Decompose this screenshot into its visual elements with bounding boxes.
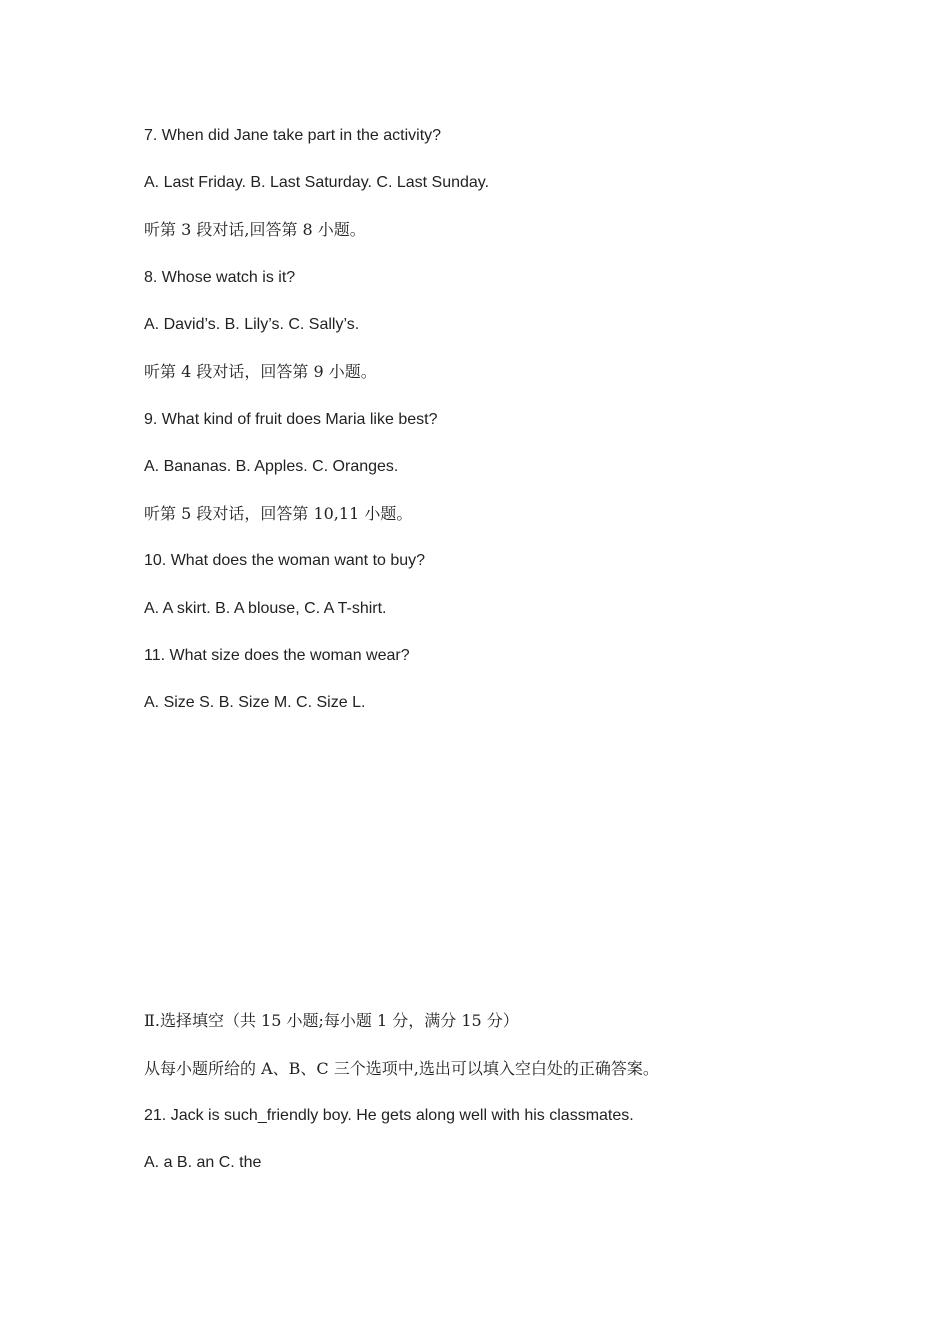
section-2-heading: Ⅱ.选择填空（共 15 小题;每小题 1 分，满分 15 分）: [144, 1011, 519, 1030]
question-8-options: A. David’s. B. Lily’s. C. Sally’s.: [144, 316, 360, 333]
question-11: 11. What size does the woman wear?: [144, 647, 410, 664]
question-9: 9. What kind of fruit does Maria like best?: [144, 411, 438, 428]
dialogue-4-instruction: 听第 4 段对话，回答第 9 小题。: [144, 362, 377, 381]
question-9-options: A. Bananas. B. Apples. C. Oranges.: [144, 458, 399, 475]
dialogue-3-instruction: 听第 3 段对话,回答第 8 小题。: [144, 220, 366, 239]
question-7: 7. When did Jane take part in the activity?: [144, 127, 442, 144]
question-7-options: A. Last Friday. B. Last Saturday. C. Last Sunday.: [144, 174, 490, 191]
dialogue-5-instruction: 听第 5 段对话，回答第 10,11 小题。: [144, 504, 413, 523]
question-10: 10. What does the woman want to buy?: [144, 552, 426, 569]
question-8: 8. Whose watch is it?: [144, 269, 296, 286]
question-10-options: A. A skirt. B. A blouse, C. A T-shirt.: [144, 600, 387, 617]
section-2-instruction: 从每小题所给的 A、B、C 三个选项中,选出可以填入空白处的正确答案。: [144, 1059, 659, 1078]
question-21-options: A. a B. an C. the: [144, 1154, 262, 1171]
question-21: 21. Jack is such_friendly boy. He gets along well with his classmates.: [144, 1107, 634, 1124]
question-11-options: A. Size S. B. Size M. C. Size L.: [144, 694, 366, 711]
